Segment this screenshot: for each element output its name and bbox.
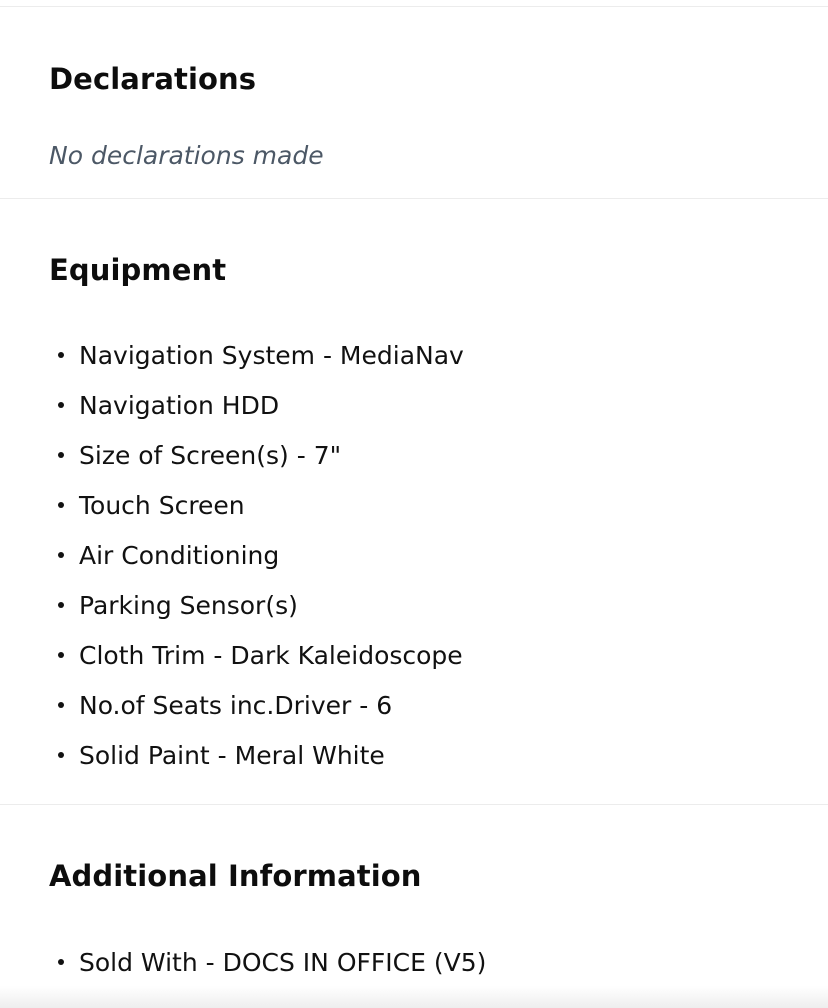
equipment-item-text: Size of Screen(s) - 7": [79, 440, 342, 470]
additional-information-item-text: Sold With - DOCS IN OFFICE (V5): [79, 947, 487, 977]
equipment-section: [0, 199, 828, 804]
equipment-item-text: Solid Paint - Meral White: [79, 740, 385, 770]
additional-information-list-item: [0, 937, 828, 987]
equipment-item-text: Air Conditioning: [79, 540, 280, 570]
bullet-icon: [58, 402, 64, 408]
bullet-icon: [58, 752, 64, 758]
equipment-item-text: Navigation HDD: [79, 390, 280, 420]
bullet-icon: [58, 652, 64, 658]
equipment-list-item: [0, 730, 828, 780]
equipment-item-text: Navigation System - MediaNav: [79, 340, 464, 370]
equipment-list-item: [0, 530, 828, 580]
equipment-list: [0, 330, 828, 780]
bullet-icon: [58, 352, 64, 358]
equipment-item-text: Cloth Trim - Dark Kaleidoscope: [79, 640, 463, 670]
equipment-list-item: [0, 330, 828, 380]
equipment-list-item: [0, 480, 828, 530]
bullet-icon: [58, 702, 64, 708]
bullet-icon: [58, 959, 64, 965]
equipment-list-item: [0, 580, 828, 630]
additional-information-list: [0, 937, 828, 987]
equipment-list-item: [0, 380, 828, 430]
declarations-empty-text: No declarations made: [49, 141, 324, 170]
additional-information-section: [0, 805, 828, 1008]
bullet-icon: [58, 452, 64, 458]
equipment-heading: Equipment: [49, 253, 227, 287]
equipment-list-item: [0, 630, 828, 680]
equipment-item-text: Touch Screen: [79, 490, 245, 520]
equipment-item-text: No.of Seats inc.Driver - 6: [79, 690, 393, 720]
bottom-fade: [0, 986, 828, 1008]
equipment-list-item: [0, 430, 828, 480]
declarations-section: [0, 0, 828, 198]
bullet-icon: [58, 552, 64, 558]
additional-information-heading: Additional Information: [49, 859, 422, 893]
bullet-icon: [58, 502, 64, 508]
declarations-heading: Declarations: [49, 62, 257, 96]
bullet-icon: [58, 602, 64, 608]
equipment-list-item: [0, 680, 828, 730]
equipment-item-text: Parking Sensor(s): [79, 590, 298, 620]
